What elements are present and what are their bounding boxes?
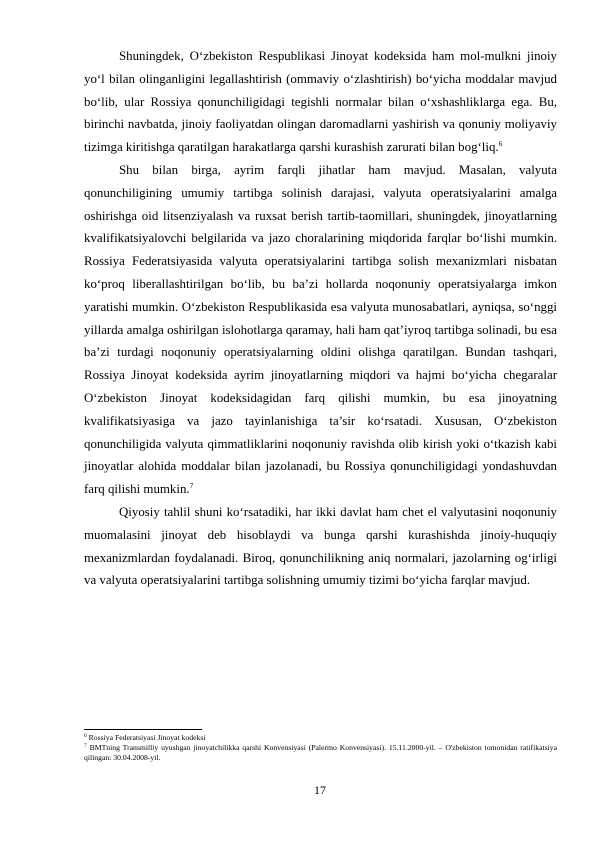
paragraph-1 [84, 45, 557, 159]
paragraph-3 [84, 501, 557, 592]
paragraph-3-text: Qiyosiy tahlil shuni ko‘rsatadiki, har ikki davlat ham chet el valyutasini noqonuniy muomalasini jinoyat deb hisoblaydi va bunga qarshi kurashishda jinoiy-huquqiy mexanizmlardan foydalanadi. Biroq, qonunchilikning aniq normalari, jazolarning og‘irligi va valyuta operatsiyalarini tartibga solishning umumiy tizimi bo‘yicha farqlar mavjud. [84, 504, 557, 588]
footnote-6-text: Rossiya Federatsiyasi Jinoyat kodeksi [88, 733, 206, 742]
footnotes [84, 733, 557, 763]
footnote-ref-6[interactable]: 6 [498, 139, 503, 149]
page-number: 17 [314, 783, 326, 797]
footnote-7-number: 7 [84, 743, 87, 749]
footnote-7 [84, 743, 557, 763]
footnote-6-number: 6 [84, 733, 87, 739]
footnote-separator [84, 729, 202, 730]
paragraph-1-text: Shuningdek, O‘zbekiston Respublikasi Jinoyat kodeksida ham mol-mulkni jinoiy yo‘l bilan olinganligini legallashtirish (ommaviy o‘zlashtirish) bo‘yicha moddalar mavjud bo‘lib, ular Rossiya qonunchiligidagi tegishli normalar bilan o‘xshashliklarga ega. Bu, birinchi navbatda, jinoiy faoliyatdan olingan daromadlarni yashirish va qonuniy moliyaviy tizimga kiritishga qaratilgan harakatlarga qarshi kurashish zarurati bilan bog‘liq. [84, 49, 557, 155]
footnote-ref-7[interactable]: 7 [189, 481, 194, 491]
footnote-7-text: BMTning Transmilliy uyushgan jinoyatchilikka qarshi Konvensiyasi (Palermo Konvensiyasi). 15.11.2000-yil. – O'zbekiston tomonidan ratifikatsiya qilingan: 30.04.2008-yil. [84, 743, 558, 762]
body-text [84, 45, 557, 592]
paragraph-2-text: Shu bilan birga, ayrim farqli jihatlar ham mavjud. Masalan, valyuta qonunchiligining umumiy tartibga solinish darajasi, valyuta operatsiyalarini amalga oshirishga oid litsenziyalash va ruxsat berish tartib-taomillari, shuningdek, jinoyatlarning kvalifikatsiyalovchi belgilarida va jazo choralarining miqdorida farqlar bo‘lishi mumkin. Rossiya Federatsiyasida valyuta operatsiyalarini tartibga solish mexanizmlari nisbatan ko‘proq liberallashtirilgan bo‘lib, bu ba’zi hollarda noqonuniy operatsiyalarga imkon yaratishi mumkin. O‘zbekiston Respublikasida esa valyuta munosabatlari, ayniqsa, so‘nggi yillarda amalga oshirilgan islohotlarga qaramay, hali ham qat’iyroq tartibga solinadi, bu esa ba’zi turdagi noqonuniy operatsiyalarning oldini olishga qaratilgan. Bundan tashqari, Rossiya Jinoyat kodeksida ayrim jinoyatlarning miqdori va hajmi bo‘yicha chegaralar O‘zbekiston Jinoyat kodeksidagidan farq qilishi mumkin, bu esa jinoyatning kvalifikatsiyasiga va jazo tayinlanishiga ta’sir ko‘rsatadi. Xususan, O‘zbekiston qonunchiligida valyuta qimmatliklarini noqonuniy ravishda olib kirish yoki o‘tkazish kabi jinoyatlar alohida moddalar bilan jazolanadi, bu Rossiya qonunchiligidagi yondashuvdan farq qilishi mumkin. [84, 162, 557, 497]
paragraph-2 [84, 159, 557, 501]
footnote-6 [84, 733, 557, 743]
